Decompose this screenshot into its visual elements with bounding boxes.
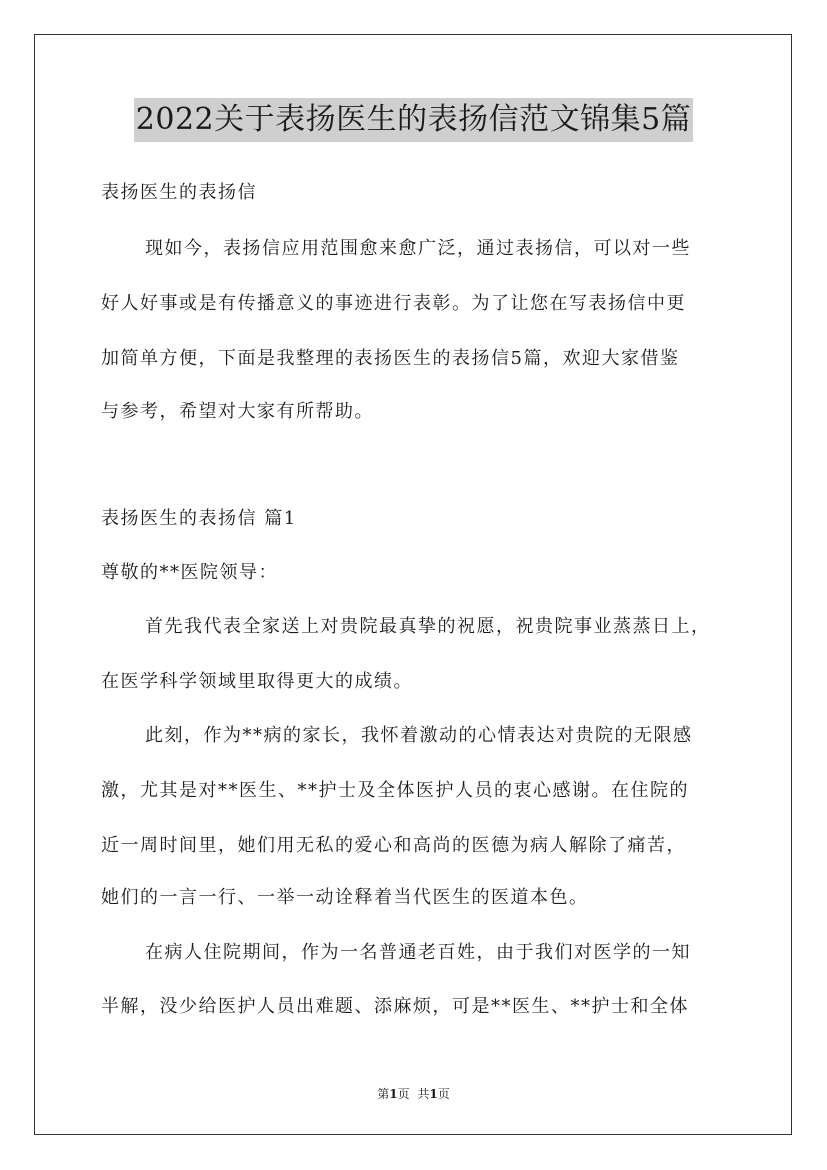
title-container bbox=[0, 98, 827, 142]
page-prefix: 第 bbox=[377, 1087, 390, 1101]
paragraph-line: 在医学科学领域里取得更大的成绩。 bbox=[101, 671, 413, 692]
paragraph-line: 与参考，希望对大家有所帮助。 bbox=[101, 401, 374, 422]
total-suffix: 页 bbox=[437, 1087, 450, 1101]
section-heading: 表扬医生的表扬信 bbox=[101, 182, 257, 203]
page-footer bbox=[0, 1086, 827, 1102]
document-title: 2022关于表扬医生的表扬信范文锦集5篇 bbox=[134, 98, 693, 142]
paragraph-line: 她们的一言一行、一举一动诠释着当代医生的医道本色。 bbox=[101, 887, 589, 908]
paragraph-line: 近一周时间里，她们用无私的爱心和高尚的医德为病人解除了痛苦， bbox=[101, 835, 686, 856]
paragraph-line: 激，尤其是对**医生、**护士及全体医护人员的衷心感谢。在住院的 bbox=[101, 780, 689, 801]
section-heading: 表扬医生的表扬信 篇1 bbox=[101, 508, 297, 529]
paragraph-line: 现如今，表扬信应用范围愈来愈广泛，通过表扬信，可以对一些 bbox=[145, 238, 691, 259]
paragraph-line: 加简单方便，下面是我整理的表扬医生的表扬信5篇，欢迎大家借鉴 bbox=[101, 348, 680, 369]
total-prefix: 共 bbox=[417, 1087, 430, 1101]
page-number: 1 bbox=[389, 1087, 398, 1101]
total-pages: 1 bbox=[429, 1087, 438, 1101]
salutation: 尊敬的**医院领导： bbox=[101, 562, 278, 583]
paragraph-line: 半解，没少给医护人员出难题、添麻烦，可是**医生、**护士和全体 bbox=[101, 996, 689, 1017]
paragraph-line: 在病人住院期间，作为一名普通老百姓，由于我们对医学的一知 bbox=[145, 942, 691, 963]
paragraph-line: 好人好事或是有传播意义的事迹进行表彰。为了让您在写表扬信中更 bbox=[101, 293, 686, 314]
paragraph-line: 首先我代表全家送上对贵院最真挚的祝愿，祝贵院事业蒸蒸日上， bbox=[145, 616, 711, 637]
paragraph-line: 此刻，作为**病的家长，我怀着激动的心情表达对贵院的无限感 bbox=[145, 725, 693, 746]
page-suffix: 页 bbox=[397, 1087, 410, 1101]
